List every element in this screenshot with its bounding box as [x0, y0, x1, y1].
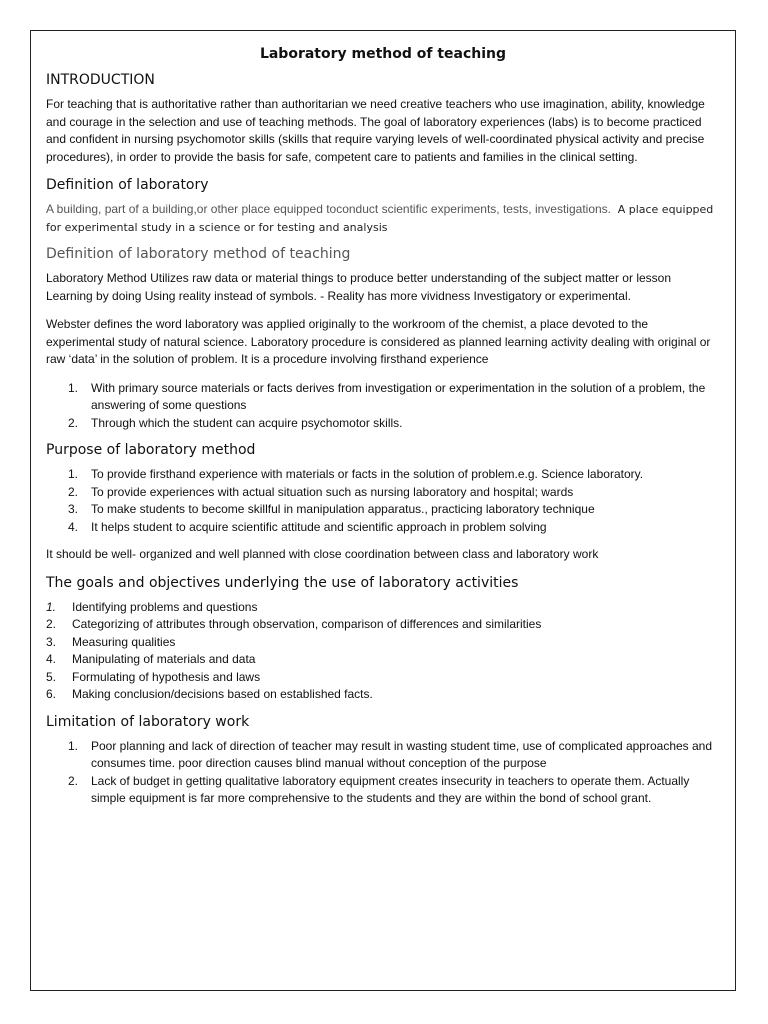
intro-paragraph: For teaching that is authoritative rather than authoritarian we need creative teachers who use imagination, ability, knowledge and courage in the selection and use of teaching methods. The goal of laboratory experiences (labs) is to become practiced and confident in nursing psychomotor skills (skills that require varying levels of well-coordinated physical activity and precise procedures), in order to provide the basis for safe, competent care to patients and families in the clinical setting. — [46, 97, 705, 164]
list-text: Poor planning and lack of direction of teacher may result in wasting student time, use of complicated approaches and consumes time. poor direction causes blind manual without conception of the purpose — [91, 738, 713, 770]
list-number: 2. — [46, 617, 57, 631]
definition-method-paragraph-1: Laboratory Method Utilizes raw data or material things to produce better understanding of the subject matter or lesson Learning by doing Using reality instead of symbols. - Reality has more vividness Investigatory or experimental. — [46, 271, 672, 303]
list-item — [46, 651, 720, 669]
list-text: Measuring qualities — [72, 634, 176, 649]
definition-lab-paragraph — [46, 201, 720, 236]
list-text: Making conclusion/decisions based on established facts. — [72, 687, 373, 701]
list-text: To provide experiences with actual situation such as nursing laboratory and hospital; wards — [91, 484, 574, 499]
goals-list — [46, 599, 720, 704]
definition-method-list — [46, 380, 720, 433]
list-item — [46, 669, 720, 687]
purpose-heading: Purpose of laboratory method — [46, 442, 256, 458]
purpose-list — [46, 466, 720, 536]
goals-heading: The goals and objectives underlying the use of laboratory activities — [46, 574, 519, 591]
list-number: 2. — [68, 773, 79, 788]
document-title: Laboratory method of teaching — [259, 46, 507, 62]
definition-lab-text-b: A place equipped for experimental study in a science or for testing and analysis — [46, 203, 714, 234]
list-item — [46, 599, 720, 617]
list-text: Lack of budget in getting qualitative laboratory equipment creates insecurity in teachers to operate them. Actually simple equipment is far more comprehensive to the students and they are within the bond of school grant. — [91, 773, 690, 805]
list-item — [46, 616, 720, 634]
list-number: 2. — [68, 484, 79, 499]
list-item — [46, 415, 720, 433]
list-text: To make students to become skillful in manipulation apparatus., practicing laboratory technique — [91, 502, 595, 516]
list-item — [46, 634, 720, 652]
definition-lab-heading: Definition of laboratory — [46, 177, 209, 193]
list-text: Formulating of hypothesis and laws — [72, 669, 261, 684]
limitation-list — [46, 738, 720, 808]
list-number: 4. — [68, 519, 79, 534]
list-text: Identifying problems and questions — [72, 599, 258, 614]
intro-heading: INTRODUCTION — [46, 72, 155, 88]
list-number: 6. — [46, 687, 57, 701]
list-item — [46, 466, 720, 484]
list-number: 3. — [68, 502, 79, 516]
list-text: Through which the student can acquire psychomotor skills. — [91, 415, 403, 430]
definition-method-heading: Definition of laboratory method of teaching — [46, 246, 351, 262]
list-text: Manipulating of materials and data — [72, 652, 256, 666]
list-item — [46, 501, 720, 519]
list-number: 1. — [46, 599, 57, 614]
list-item — [46, 519, 720, 537]
list-number: 5. — [46, 669, 57, 684]
list-number: 1. — [68, 380, 79, 395]
list-number: 1. — [68, 467, 79, 481]
list-text: With primary source materials or facts derives from investigation or experimentation in the solution of a problem, the answering of some questions — [91, 380, 706, 412]
list-item — [46, 773, 720, 808]
list-item — [46, 738, 720, 773]
list-number: 2. — [68, 415, 79, 430]
list-item — [46, 380, 720, 415]
list-number: 4. — [46, 652, 57, 666]
document-page — [30, 30, 736, 991]
list-text: Categorizing of attributes through observation, comparison of differences and similarities — [72, 617, 542, 631]
list-text: To provide firsthand experience with materials or facts in the solution of problem.e.g. Science laboratory. — [91, 467, 644, 481]
list-item — [46, 686, 720, 704]
list-item — [46, 484, 720, 502]
definition-method-paragraph-2: Webster defines the word laboratory was applied originally to the workroom of the chemist, a place devoted to the experimental study of natural science. Laboratory procedure is considered as planned learning activity dealing with original or raw ‘data’ in the solution of problem. It is a procedure involving firsthand experience — [46, 317, 711, 366]
limitation-heading: Limitation of laboratory work — [46, 713, 250, 730]
list-number: 3. — [46, 634, 57, 649]
purpose-note: It should be well- organized and well planned with close coordination between class and laboratory work — [46, 547, 599, 561]
definition-lab-text-a: A building, part of a building,or other place equipped toconduct scientific experiments, tests, investigations. — [46, 202, 612, 216]
list-text: It helps student to acquire scientific attitude and scientific approach in problem solving — [91, 519, 547, 534]
list-number: 1. — [68, 738, 79, 753]
